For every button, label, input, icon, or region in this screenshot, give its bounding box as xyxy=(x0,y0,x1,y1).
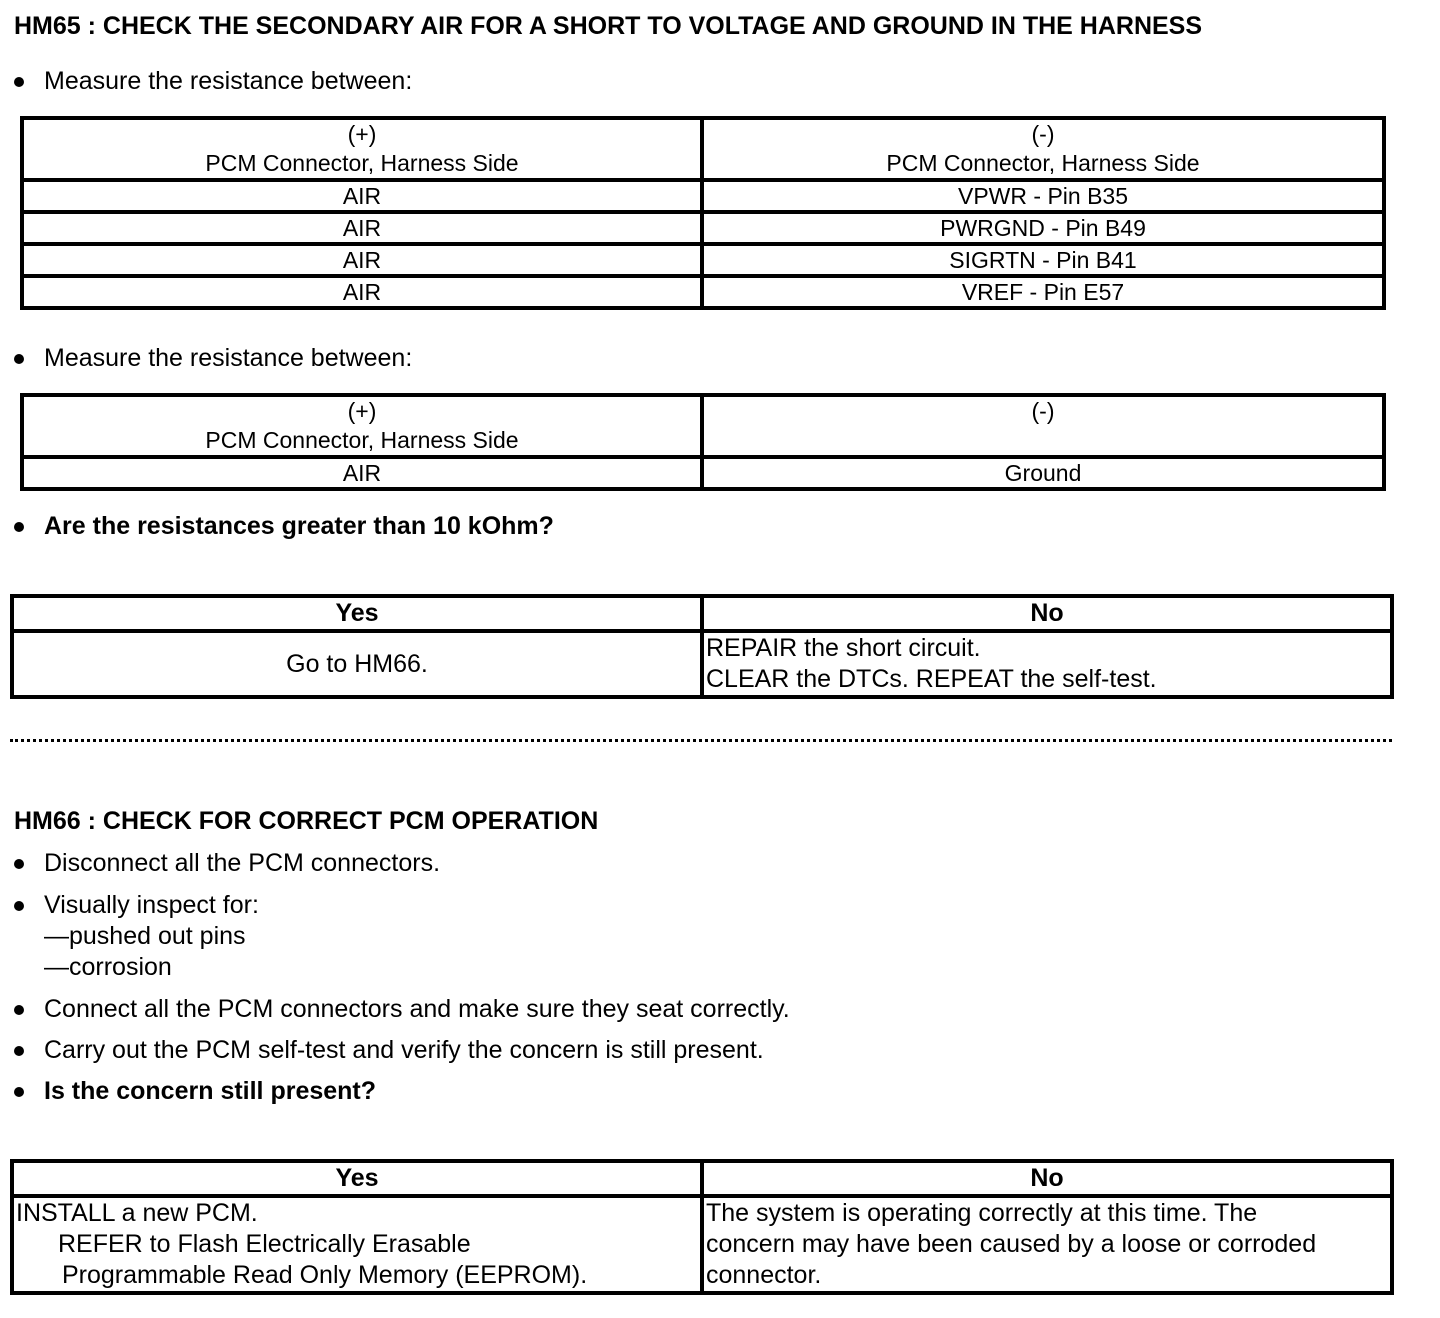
no-line: concern may have been caused by a loose or corroded xyxy=(706,1230,1317,1258)
hm65-title: HM65 : CHECK THE SECONDARY AIR FOR A SHORT TO VOLTAGE AND GROUND IN THE HARNESS xyxy=(14,12,1203,40)
minus-cell: PWRGND - Pin B49 xyxy=(702,212,1384,244)
minus-header xyxy=(702,118,1384,180)
bullet-text: Connect all the PCM connectors and make sure they seat correctly. xyxy=(44,995,790,1023)
yes-header: Yes xyxy=(12,596,702,631)
bullet-text: Disconnect all the PCM connectors. xyxy=(44,849,441,877)
minus-cell: SIGRTN - Pin B41 xyxy=(702,244,1384,276)
minus-cell: VPWR - Pin B35 xyxy=(702,180,1384,212)
minus-sign: (-) xyxy=(1031,398,1055,424)
question-text: Are the resistances greater than 10 kOhm? xyxy=(44,512,554,540)
bullet-icon xyxy=(14,522,24,532)
yes-line: Programmable Read Only Memory (EEPROM). xyxy=(62,1261,588,1289)
no-header: No xyxy=(702,596,1392,631)
no-line: connector. xyxy=(706,1261,822,1289)
plus-sign: (+) xyxy=(347,121,377,147)
no-cell xyxy=(702,1196,1392,1293)
no-cell xyxy=(702,631,1392,697)
table-row xyxy=(12,1196,1392,1293)
table-row xyxy=(22,276,1384,308)
plus-label: PCM Connector, Harness Side xyxy=(205,427,519,453)
plus-header xyxy=(22,395,702,457)
minus-cell: Ground xyxy=(702,457,1384,489)
table-header-row xyxy=(22,395,1384,457)
bullet-text: Carry out the PCM self-test and verify the concern is still present. xyxy=(44,1036,764,1064)
plus-sign: (+) xyxy=(347,398,377,424)
no-line: The system is operating correctly at this time. The xyxy=(706,1199,1258,1227)
bullet-icon xyxy=(14,1087,24,1097)
table-row xyxy=(22,212,1384,244)
section-divider xyxy=(10,739,1392,742)
bullet-text: Measure the resistance between: xyxy=(44,67,413,95)
bullet-icon xyxy=(14,354,24,364)
yes-line: INSTALL a new PCM. xyxy=(16,1199,258,1227)
minus-label: PCM Connector, Harness Side xyxy=(886,150,1200,176)
table-header-row xyxy=(12,1161,1392,1196)
minus-cell: VREF - Pin E57 xyxy=(702,276,1384,308)
hm65-measure-table-2 xyxy=(20,393,1386,491)
inspect-item-pins: —pushed out pins xyxy=(44,922,246,950)
plus-cell: AIR xyxy=(22,244,702,276)
hm66-title: HM66 : CHECK FOR CORRECT PCM OPERATION xyxy=(14,807,599,835)
bullet-icon xyxy=(14,77,24,87)
table-header-row xyxy=(22,118,1384,180)
plus-label: PCM Connector, Harness Side xyxy=(205,150,519,176)
yes-header: Yes xyxy=(12,1161,702,1196)
bullet-icon xyxy=(14,1005,24,1015)
bullet-text: Measure the resistance between: xyxy=(44,344,413,372)
hm66-result-table xyxy=(10,1159,1394,1295)
no-line: REPAIR the short circuit. xyxy=(706,634,981,662)
bullet-icon xyxy=(14,1046,24,1056)
table-row xyxy=(22,180,1384,212)
table-row xyxy=(22,457,1384,489)
table-row xyxy=(12,631,1392,697)
no-line: CLEAR the DTCs. REPEAT the self-test. xyxy=(706,665,1157,693)
plus-cell: AIR xyxy=(22,180,702,212)
yes-line: REFER to Flash Electrically Erasable xyxy=(58,1230,471,1258)
question-text: Is the concern still present? xyxy=(44,1077,377,1105)
yes-cell xyxy=(12,1196,702,1293)
table-header-row xyxy=(12,596,1392,631)
plus-cell: AIR xyxy=(22,457,702,489)
plus-header xyxy=(22,118,702,180)
bullet-text: Visually inspect for: xyxy=(44,891,259,919)
table-row xyxy=(22,244,1384,276)
inspect-item-corrosion: —corrosion xyxy=(44,953,172,981)
hm65-result-table xyxy=(10,594,1394,699)
plus-cell: AIR xyxy=(22,276,702,308)
no-header: No xyxy=(702,1161,1392,1196)
plus-cell: AIR xyxy=(22,212,702,244)
bullet-icon xyxy=(14,901,24,911)
bullet-icon xyxy=(14,859,24,869)
minus-sign: (-) xyxy=(1031,121,1055,147)
yes-cell: Go to HM66. xyxy=(12,631,702,697)
hm65-measure-table-1 xyxy=(20,116,1386,310)
minus-header xyxy=(702,395,1384,457)
